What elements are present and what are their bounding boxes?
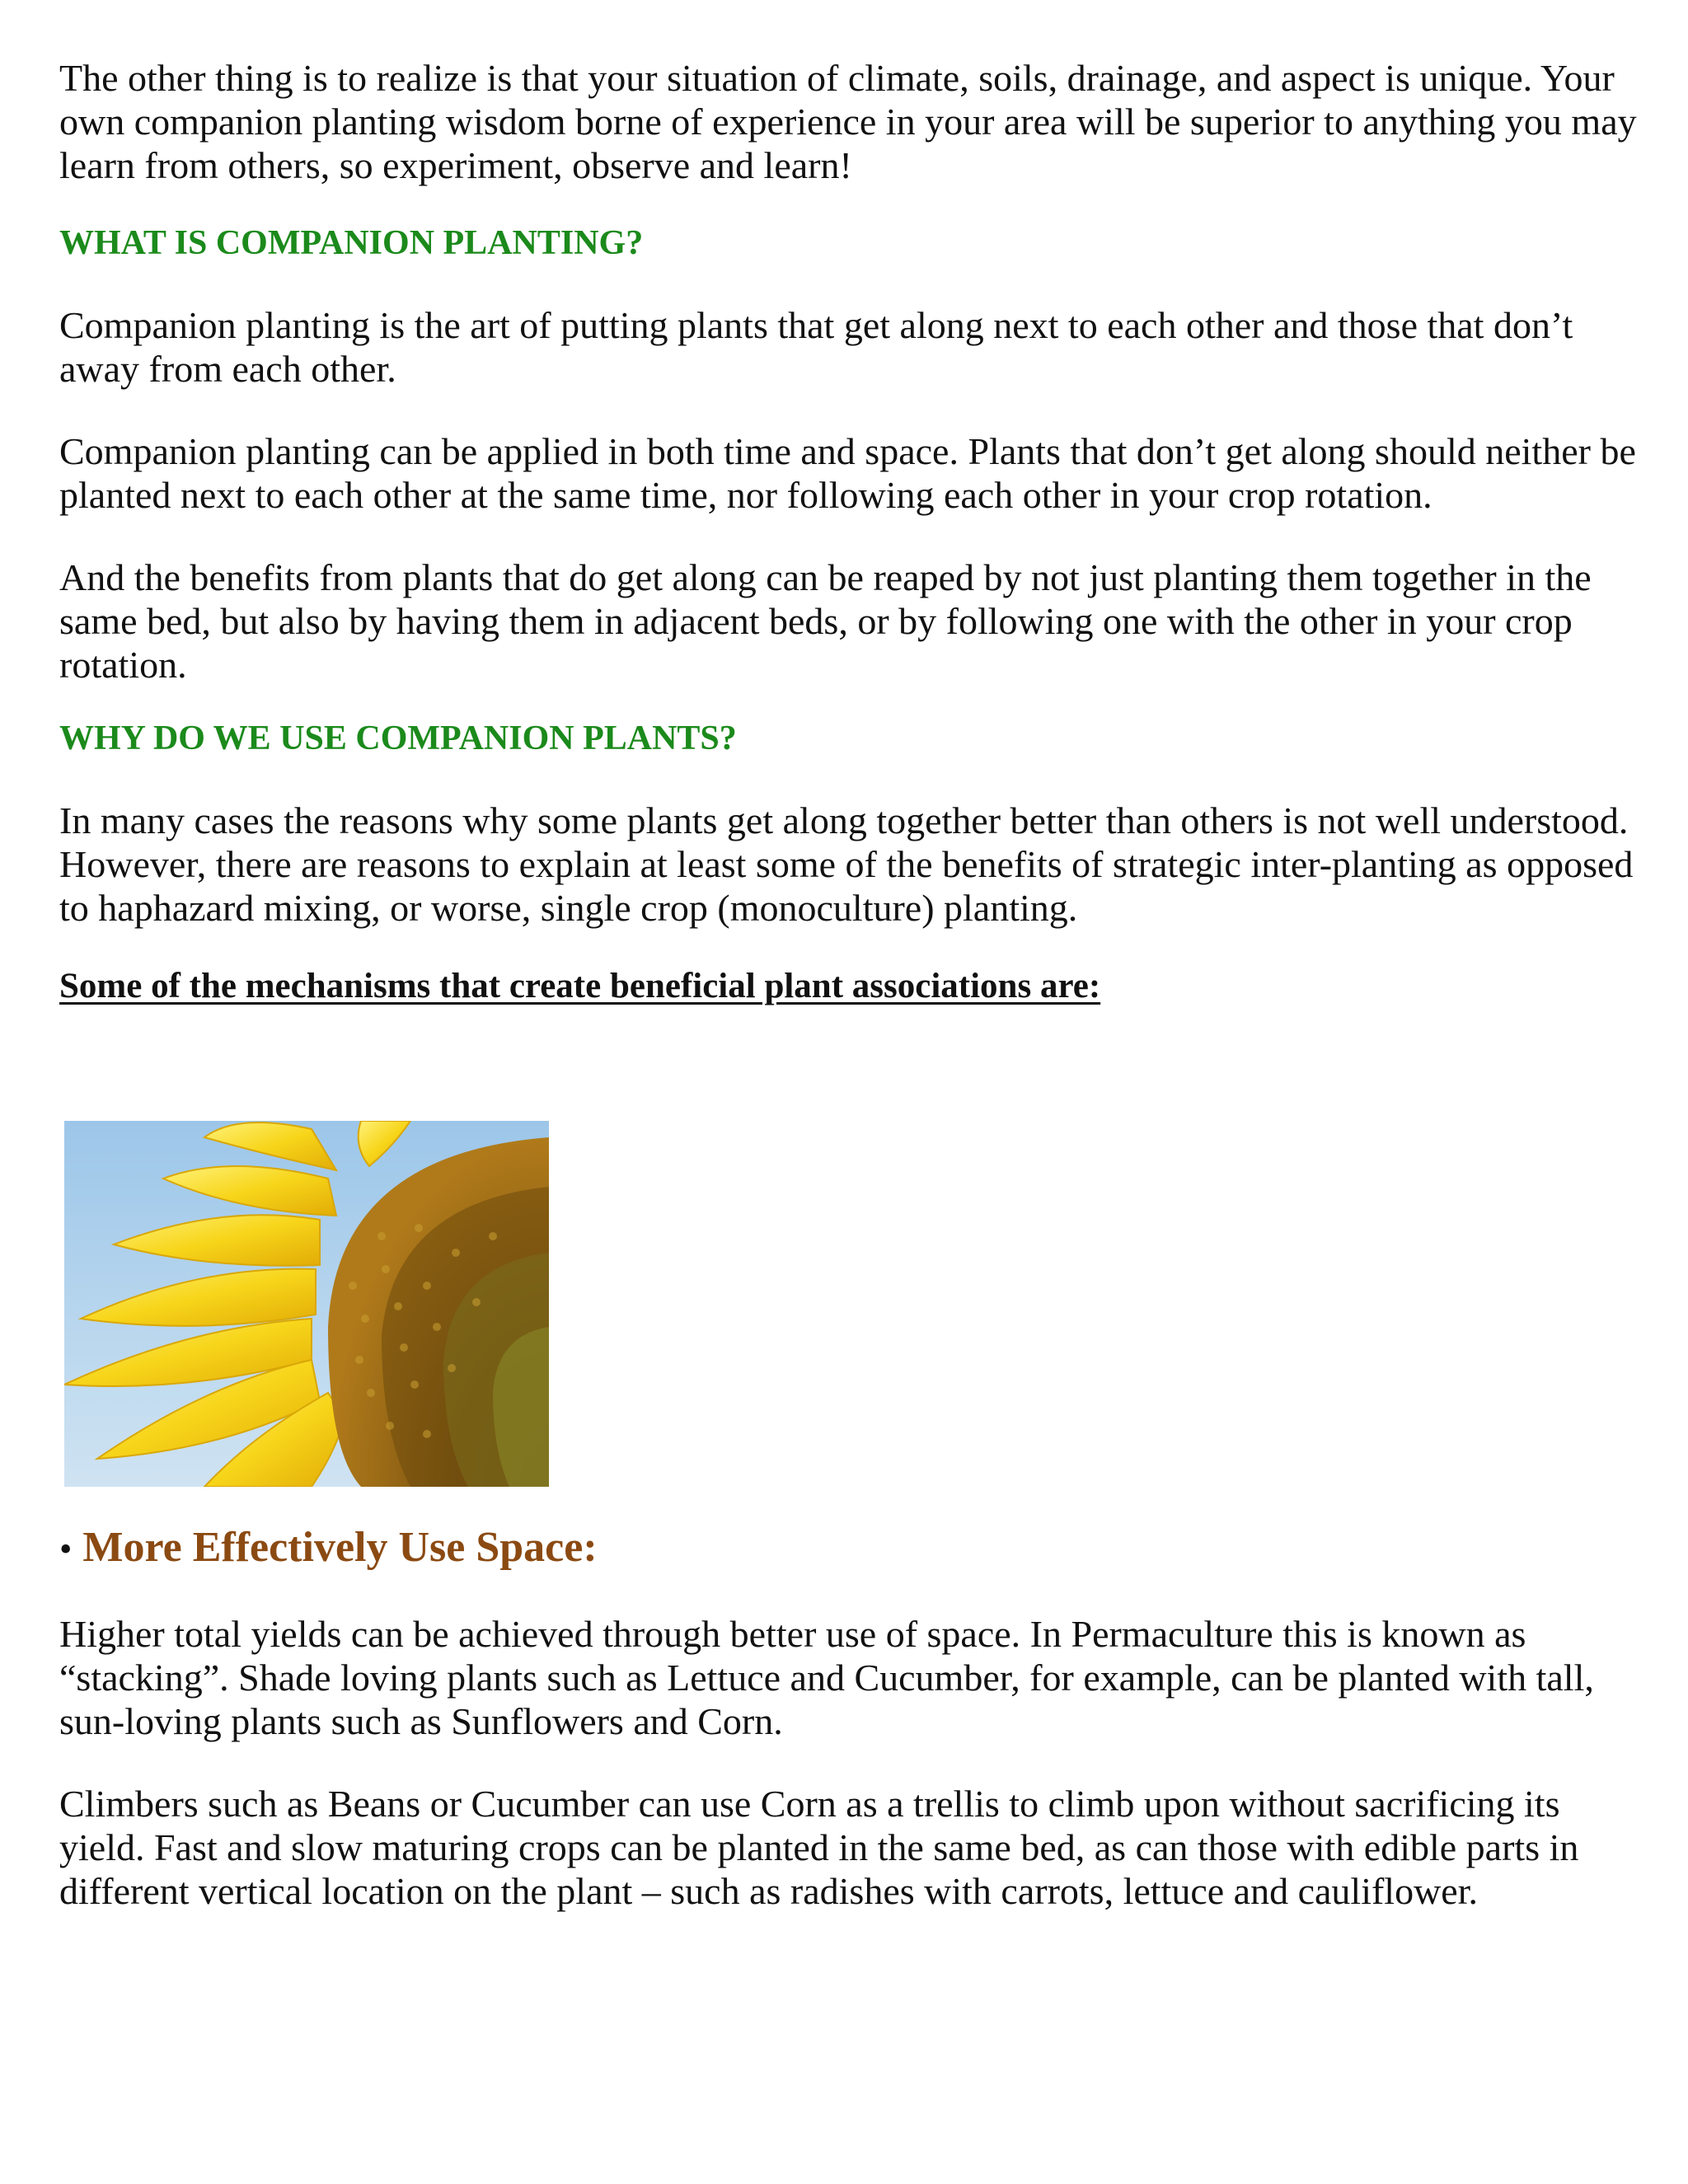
- space-paragraph-1: Higher total yields can be achieved through better use of space. In Permaculture this is known as “stacking”. Shade loving plants such as Lettuce and Cucumber, for example, can be planted with tall, sun-loving plants such as Sunflowers and Corn.: [59, 1613, 1594, 1742]
- what-paragraph-1: Companion planting is the art of putting plants that get along next to each other and those that don’t away from each other.: [59, 304, 1573, 390]
- why-paragraph-1: In many cases the reasons why some plants get along together better than others is not well understood. However, there are reasons to explain at least some of the benefits of strategic inter-planting as opposed to haphazard mixing, or worse, single crop (monoculture) planting.: [59, 799, 1634, 929]
- what-paragraph-3: And the benefits from plants that do get along can be reaped by not just planting them together in the same bed, but also by having them in adjacent beds, or by following one with the other in your crop rotation.: [59, 556, 1592, 686]
- sunflower-image: [64, 1121, 549, 1487]
- bullet-glyph: •: [59, 1529, 73, 1569]
- mechanisms-heading: Some of the mechanisms that create beneficial plant associations are:: [59, 967, 1101, 1005]
- document-page: [59, 56, 1642, 1007]
- what-paragraph-2: Companion planting can be applied in both time and space. Plants that don’t get along should neither be planted next to each other at the same time, nor following each other in your crop rotation.: [59, 430, 1636, 516]
- intro-paragraph: The other thing is to realize is that your situation of climate, soils, drainage, and aspect is unique. Your own companion planting wisdom borne of experience in your area will be superior to anything you may learn from others, so experiment, observe and learn!: [59, 57, 1637, 186]
- document-page-lower: [59, 1523, 1642, 1913]
- bullet-heading-label: More Effectively Use Space:: [82, 1524, 598, 1571]
- section-heading-why-use-companion-plants: WHY DO WE USE COMPANION PLANTS?: [59, 719, 737, 757]
- space-paragraph-2: Climbers such as Beans or Cucumber can use Corn as a trellis to climb upon without sacrificing its yield. Fast and slow maturing crops can be planted in the same bed, as can those with edible parts in different vertical location on the plant – such as radishes with carrots, lettuce and cauliflower.: [59, 1783, 1579, 1912]
- section-heading-what-is-companion-planting: WHAT IS COMPANION PLANTING?: [59, 224, 644, 262]
- bullet-heading-use-space: [59, 1523, 1642, 1574]
